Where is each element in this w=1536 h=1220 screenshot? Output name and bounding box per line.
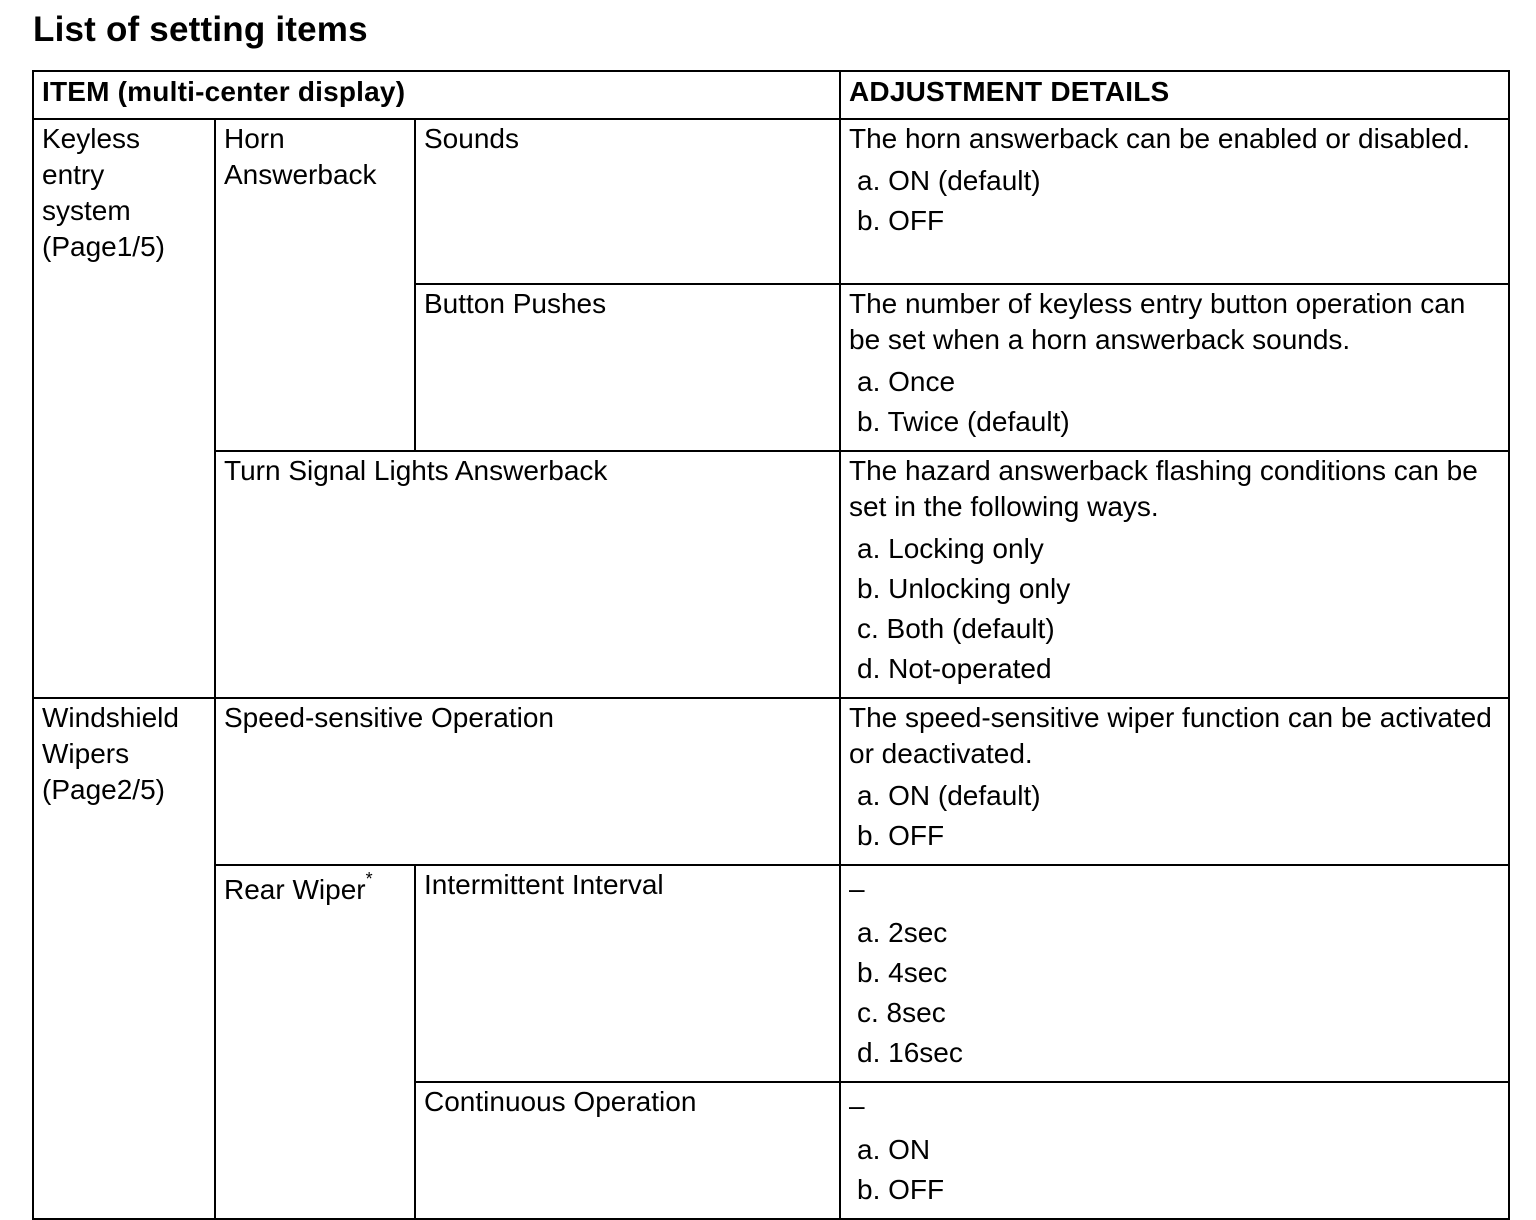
subgroup-label: Rear Wiper	[224, 874, 366, 905]
details-description: –	[849, 1090, 865, 1121]
header-details-cell: ADJUSTMENT DETAILS	[840, 71, 1509, 119]
item-sounds: Sounds	[415, 119, 840, 284]
option-list	[849, 776, 1500, 856]
group-label-line: Wipers	[42, 738, 130, 769]
option-item: a. Locking only	[857, 533, 1044, 564]
details-description: The speed-sensitive wiper function can be activated or deactivated.	[849, 702, 1492, 769]
table-row	[33, 865, 1509, 1082]
item-button-pushes: Button Pushes	[415, 284, 840, 451]
option-list	[849, 1130, 1500, 1210]
option-item: c. 8sec	[857, 997, 946, 1028]
option-item: b. OFF	[857, 1174, 945, 1205]
option-item: a. ON (default)	[857, 780, 1041, 811]
subgroup-horn-answerback	[215, 119, 415, 451]
option-item: b. OFF	[857, 205, 945, 236]
option-item: a. 2sec	[857, 917, 948, 948]
page-title: List of setting items	[33, 10, 368, 49]
details-description: –	[849, 873, 865, 904]
item-continuous-operation: Continuous Operation	[415, 1082, 840, 1219]
option-list	[849, 362, 1500, 442]
details-description: The number of keyless entry button operation can be set when a horn answerback sounds.	[849, 288, 1466, 355]
option-item: d. Not-operated	[857, 653, 1052, 684]
option-item: a. ON (default)	[857, 165, 1041, 196]
group-label-line: system	[42, 195, 131, 226]
group-label-line: (Page2/5)	[42, 774, 165, 805]
item-intermittent-interval: Intermittent Interval	[415, 865, 840, 1082]
details-continuous-operation	[840, 1082, 1509, 1219]
option-item: b. Twice (default)	[857, 406, 1070, 437]
option-item: b. Unlocking only	[857, 573, 1071, 604]
group-keyless-entry	[33, 119, 215, 698]
option-item: c. Both (default)	[857, 613, 1055, 644]
group-label-line: (Page1/5)	[42, 231, 165, 262]
option-list	[849, 161, 1500, 241]
option-list	[849, 529, 1500, 689]
details-intermittent-interval	[840, 865, 1509, 1082]
group-label-line: Keyless	[42, 123, 141, 154]
details-sounds	[840, 119, 1509, 284]
details-turn-signal-answerback	[840, 451, 1509, 698]
table-row	[33, 698, 1509, 865]
option-item: b. OFF	[857, 820, 945, 851]
details-button-pushes	[840, 284, 1509, 451]
subgroup-label-line: Horn	[224, 123, 285, 154]
details-description: The horn answerback can be enabled or disabled.	[849, 123, 1471, 154]
group-windshield-wipers	[33, 698, 215, 1219]
footnote-mark: *	[365, 869, 373, 889]
table-row	[33, 451, 1509, 698]
item-turn-signal-answerback: Turn Signal Lights Answerback	[215, 451, 840, 698]
option-list	[849, 913, 1500, 1073]
header-item-cell: ITEM (multi-center display)	[33, 71, 840, 119]
group-label-line: Windshield	[42, 702, 179, 733]
option-item: d. 16sec	[857, 1037, 963, 1068]
table-row	[33, 119, 1509, 284]
subgroup-label-line: Answerback	[224, 159, 377, 190]
item-speed-sensitive-operation: Speed-sensitive Operation	[215, 698, 840, 865]
option-item: a. Once	[857, 366, 956, 397]
details-speed-sensitive-operation	[840, 698, 1509, 865]
subgroup-rear-wiper	[215, 865, 415, 1219]
settings-table	[32, 70, 1510, 1220]
table-header-row	[33, 71, 1509, 119]
option-item: a. ON	[857, 1134, 931, 1165]
option-item: b. 4sec	[857, 957, 948, 988]
group-label-line: entry	[42, 159, 105, 190]
details-description: The hazard answerback flashing conditions can be set in the following ways.	[849, 455, 1478, 522]
